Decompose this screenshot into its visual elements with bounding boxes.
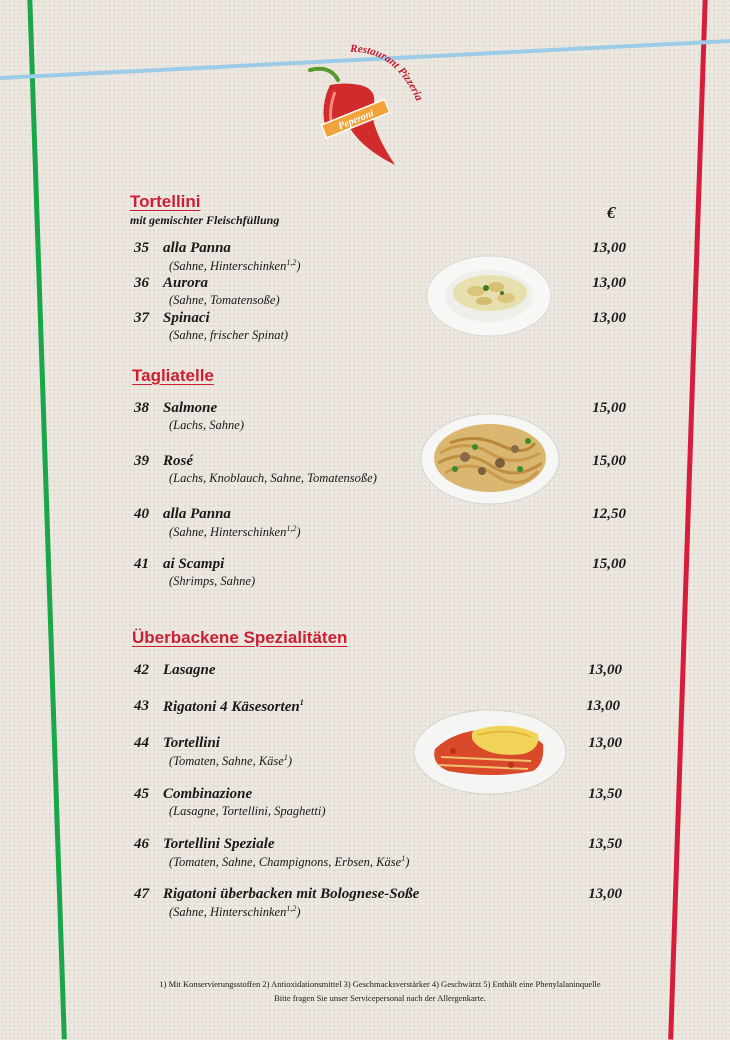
- item-name: alla Panna: [163, 506, 231, 522]
- section-title-tagliatelle: Tagliatelle: [132, 366, 214, 385]
- item-price: 13,50: [588, 836, 622, 852]
- menu-item-41: [0, 556, 730, 596]
- menu-item-40: [0, 506, 730, 546]
- item-price: 13,00: [592, 240, 626, 256]
- item-number: 43: [134, 698, 149, 714]
- chili-pepper-logo: [300, 40, 435, 170]
- item-number: 39: [134, 453, 149, 469]
- item-description: (Sahne, frischer Spinat): [169, 328, 289, 342]
- item-description: (Lachs, Knoblauch, Sahne, Tomatensoße): [169, 471, 377, 485]
- item-description: (Sahne, Hinterschinken$^{1,2}$): [169, 904, 301, 920]
- item-name: Spinaci: [163, 310, 210, 326]
- item-price: 13,00: [588, 735, 622, 751]
- item-number: 46: [134, 836, 149, 852]
- currency-symbol: €: [607, 203, 616, 222]
- item-price: 13,00: [588, 662, 622, 678]
- item-name: ai Scampi: [163, 556, 225, 572]
- menu-item-47: [0, 886, 730, 926]
- item-price: 13,00: [592, 275, 626, 291]
- item-description: (Tomaten, Sahne, Champignons, Erbsen, Käse$^1$): [169, 854, 410, 870]
- item-description: (Lasagne, Tortellini, Spaghetti): [169, 804, 326, 818]
- menu-item-39: [0, 453, 730, 493]
- item-name: Tortellini: [163, 735, 220, 751]
- menu-item-36: [0, 275, 730, 315]
- item-number: 41: [134, 556, 149, 572]
- item-number: 37: [134, 310, 149, 326]
- item-number: 47: [134, 886, 149, 902]
- item-description: (Sahne, Tomatensoße): [169, 293, 280, 307]
- item-name: Combinazione: [163, 786, 253, 802]
- item-description: (Shrimps, Sahne): [169, 574, 256, 588]
- item-number: 44: [134, 735, 149, 751]
- menu-item-38: [0, 400, 730, 440]
- item-description: (Sahne, Hinterschinken$^{1,2}$): [169, 258, 301, 274]
- item-price: 13,50: [588, 786, 622, 802]
- lasagne-plate-photo: [413, 709, 567, 795]
- menu-item-42: [0, 662, 730, 702]
- tortellini-plate-photo: [426, 255, 552, 337]
- item-name: Rosé: [163, 453, 193, 469]
- item-price: 12,50: [592, 506, 626, 522]
- item-number: 35: [134, 240, 149, 256]
- section-title-ueberbackene: Überbackene Spezialitäten: [132, 628, 348, 647]
- menu-item-43: [0, 698, 730, 738]
- item-price: 13,00: [588, 886, 622, 902]
- item-number: 45: [134, 786, 149, 802]
- item-description: (Lachs, Sahne): [169, 418, 244, 432]
- menu-item-44: [0, 735, 730, 775]
- logo-arc-text: Restaurant Pizzeria: [350, 42, 425, 103]
- section-subtitle-tortellini: mit gemischter Fleischfüllung: [130, 213, 280, 227]
- item-price: 13,00: [592, 310, 626, 326]
- allergen-footnote: [120, 977, 640, 1005]
- item-description: (Sahne, Hinterschinken$^{1,2}$): [169, 524, 301, 540]
- item-name: Lasagne: [163, 662, 216, 678]
- menu-item-46: [0, 836, 730, 876]
- tagliatelle-plate-photo: [420, 413, 560, 505]
- item-price: 15,00: [592, 453, 626, 469]
- item-price: 15,00: [592, 400, 626, 416]
- item-description: (Tomaten, Sahne, Käse$^1$): [169, 753, 292, 769]
- footnote-line-2: Bitte fragen Sie unser Servicepersonal nach der Allergenkarte.: [274, 993, 486, 1003]
- item-name: Rigatoni 4 Käsesorten$^1$: [163, 698, 304, 715]
- item-name: Tortellini Speziale: [163, 836, 275, 852]
- menu-item-35: [0, 240, 730, 280]
- menu-item-45: [0, 786, 730, 826]
- item-name: Rigatoni überbacken mit Bolognese-Soße: [163, 886, 420, 902]
- item-name: Aurora: [163, 275, 209, 291]
- item-name: Salmone: [163, 400, 218, 416]
- item-name: alla Panna: [163, 240, 231, 256]
- footnote-line-1: 1) Mit Konservierungsstoffen 2) Antioxidationsmittel 3) Geschmacksverstärker 4) Geschwärzt 5) Enthält eine Phenylalaninquelle: [159, 979, 601, 989]
- item-number: 38: [134, 400, 149, 416]
- item-price: 13,00: [586, 698, 620, 714]
- logo-name: Peperoni: [336, 108, 376, 133]
- section-title-tortellini: Tortellini: [130, 192, 201, 211]
- item-number: 40: [134, 506, 149, 522]
- item-number: 42: [134, 662, 149, 678]
- item-number: 36: [134, 275, 149, 291]
- menu-item-37: [0, 310, 730, 350]
- item-price: 15,00: [592, 556, 626, 572]
